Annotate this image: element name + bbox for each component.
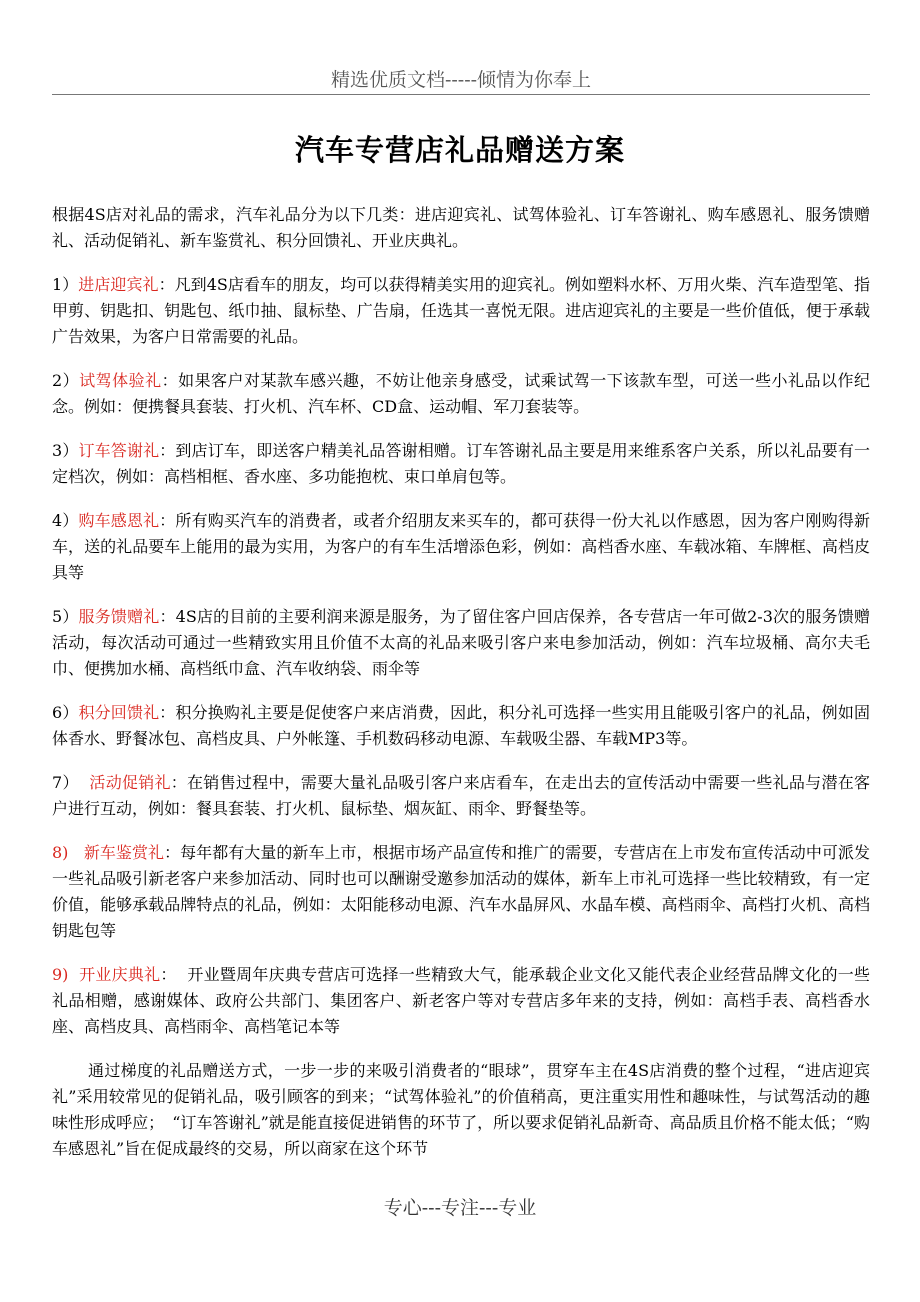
- section-5: [52, 604, 870, 682]
- section-7: [52, 770, 870, 822]
- section-text: ：凡到4S店看车的朋友，均可以获得精美实用的迎宾礼。例如塑料水杯、万用火柴、汽车造型笔、指甲剪、钥匙扣、钥匙包、纸巾抽、鼠标垫、广告扇，任选其一喜悦无限。进店迎宾礼的主要是一些价值低，便于承载广告效果，为客户日常需要的礼品。: [52, 275, 870, 346]
- section-name: 开业庆典礼: [79, 965, 161, 984]
- section-name: 订车答谢礼: [78, 441, 160, 460]
- section-text: ：所有购买汽车的消费者，或者介绍朋友来买车的，都可获得一份大礼以作感恩，因为客户刚购得新车，送的礼品要车上能用的最为实用，为客户的有车生活增添色彩，例如：高档香水座、车载冰箱、车牌框、高档皮具等: [52, 511, 870, 582]
- section-number: 3）: [52, 441, 79, 460]
- page-footer: 专心---专注---专业: [383, 1197, 537, 1219]
- section-number: 1）: [52, 275, 79, 294]
- section-text: ：到店订车，即送客户精美礼品答谢相赠。订车答谢礼品主要是用来维系客户关系，所以礼品要有一定档次，例如：高档相框、香水座、多功能抱枕、束口单肩包等。: [52, 441, 870, 486]
- section-4: [52, 508, 870, 586]
- section-1: [52, 272, 870, 350]
- section-text: ：如果客户对某款车感兴趣，不妨让他亲身感受，试乘试驾一下该款车型，可送一些小礼品以作纪念。例如：便携餐具套装、打火机、汽车杯、CD盒、运动帽、军刀套装等。: [52, 371, 870, 416]
- section-number: 9): [52, 965, 80, 984]
- section-name: 新车鉴赏礼: [83, 843, 165, 862]
- section-number: 8): [52, 843, 84, 862]
- section-text: ：每年都有大量的新车上市，根据市场产品宣传和推广的需要，专营店在上市发布宣传活动中可派发一些礼品吸引新老客户来参加活动、同时也可以酬谢受邀参加活动的媒体，新车上市礼可选择一些比较精致，有一定价值，能够承载品牌特点的礼品，例如：太阳能移动电源、汽车水晶屏风、水晶车模、高档雨伞、高档打火机、高档钥匙包等: [52, 843, 870, 940]
- section-name: 进店迎宾礼: [78, 275, 159, 294]
- section-text: ：4S店的目前的主要利润来源是服务，为了留住客户回店保养，各专营店一年可做2-3次的服务馈赠活动，每次活动可通过一些精致实用且价值不太高的礼品来吸引客户来电参加活动，例如：汽车垃圾桶、高尔夫毛巾、便携加水桶、高档纸巾盒、汽车收纳袋、雨伞等: [52, 607, 870, 678]
- section-6: [52, 700, 870, 752]
- section-name: 积分回馈礼: [78, 703, 160, 722]
- section-8: [52, 840, 870, 944]
- section-text: ：在销售过程中，需要大量礼品吸引客户来店看车，在走出去的宣传活动中需要一些礼品与潜在客户进行互动，例如：餐具套装、打火机、鼠标垫、烟灰缸、雨伞、野餐垫等。: [52, 773, 870, 818]
- section-number: 7）: [52, 773, 90, 792]
- section-3: [52, 438, 870, 490]
- section-name: 试驾体验礼: [79, 371, 162, 390]
- section-text: ：积分换购礼主要是促使客户来店消费，因此，积分礼可选择一些实用且能吸引客户的礼品，例如固体香水、野餐冰包、高档皮具、户外帐篷、手机数码移动电源、车载吸尘器、车载MP3等。: [52, 703, 870, 748]
- section-number: 5）: [52, 607, 79, 626]
- closing-paragraph: 通过梯度的礼品赠送方式，一步一步的来吸引消费者的“眼球”，贯穿车主在4S店消费的整个过程，“进店迎宾礼”采用较常见的促销礼品，吸引顾客的到来；“试驾体验礼”的价值稍高，更注重实用性和趣味性，与试驾活动的趣味性形成呼应； “订车答谢礼”就是能直接促进销售的环节了，所以要求促销礼品新奇、高品质且价格不能太低；“购车感恩礼”旨在促成最终的交易，所以商家在这个环节: [52, 1061, 870, 1158]
- section-name: 活动促销礼: [89, 773, 171, 792]
- section-9: [52, 962, 870, 1040]
- section-number: 4）: [52, 511, 79, 530]
- intro-paragraph: 根据4S店对礼品的需求，汽车礼品分为以下几类：进店迎宾礼、试驾体验礼、订车答谢礼、购车感恩礼、服务馈赠礼、活动促销礼、新车鉴赏礼、积分回馈礼、开业庆典礼。: [52, 205, 870, 250]
- page-header: 精选优质文档-----倾情为你奉上: [52, 68, 870, 95]
- document-title: 汽车专营店礼品赠送方案: [294, 133, 625, 167]
- section-text: ： 开业暨周年庆典专营店可选择一些精致大气，能承载企业文化又能代表企业经营品牌文化的一些礼品相赠，感谢媒体、政府公共部门、集团客户、新老客户等对专营店多年来的支持，例如：高档手表、高档香水座、高档皮具、高档雨伞、高档笔记本等: [52, 965, 870, 1036]
- document-body: [52, 202, 870, 1180]
- section-2: [52, 368, 870, 420]
- section-number: 6）: [52, 703, 79, 722]
- section-name: 服务馈赠礼: [78, 607, 160, 626]
- section-name: 购车感恩礼: [78, 511, 160, 530]
- section-number: 2）: [52, 371, 80, 390]
